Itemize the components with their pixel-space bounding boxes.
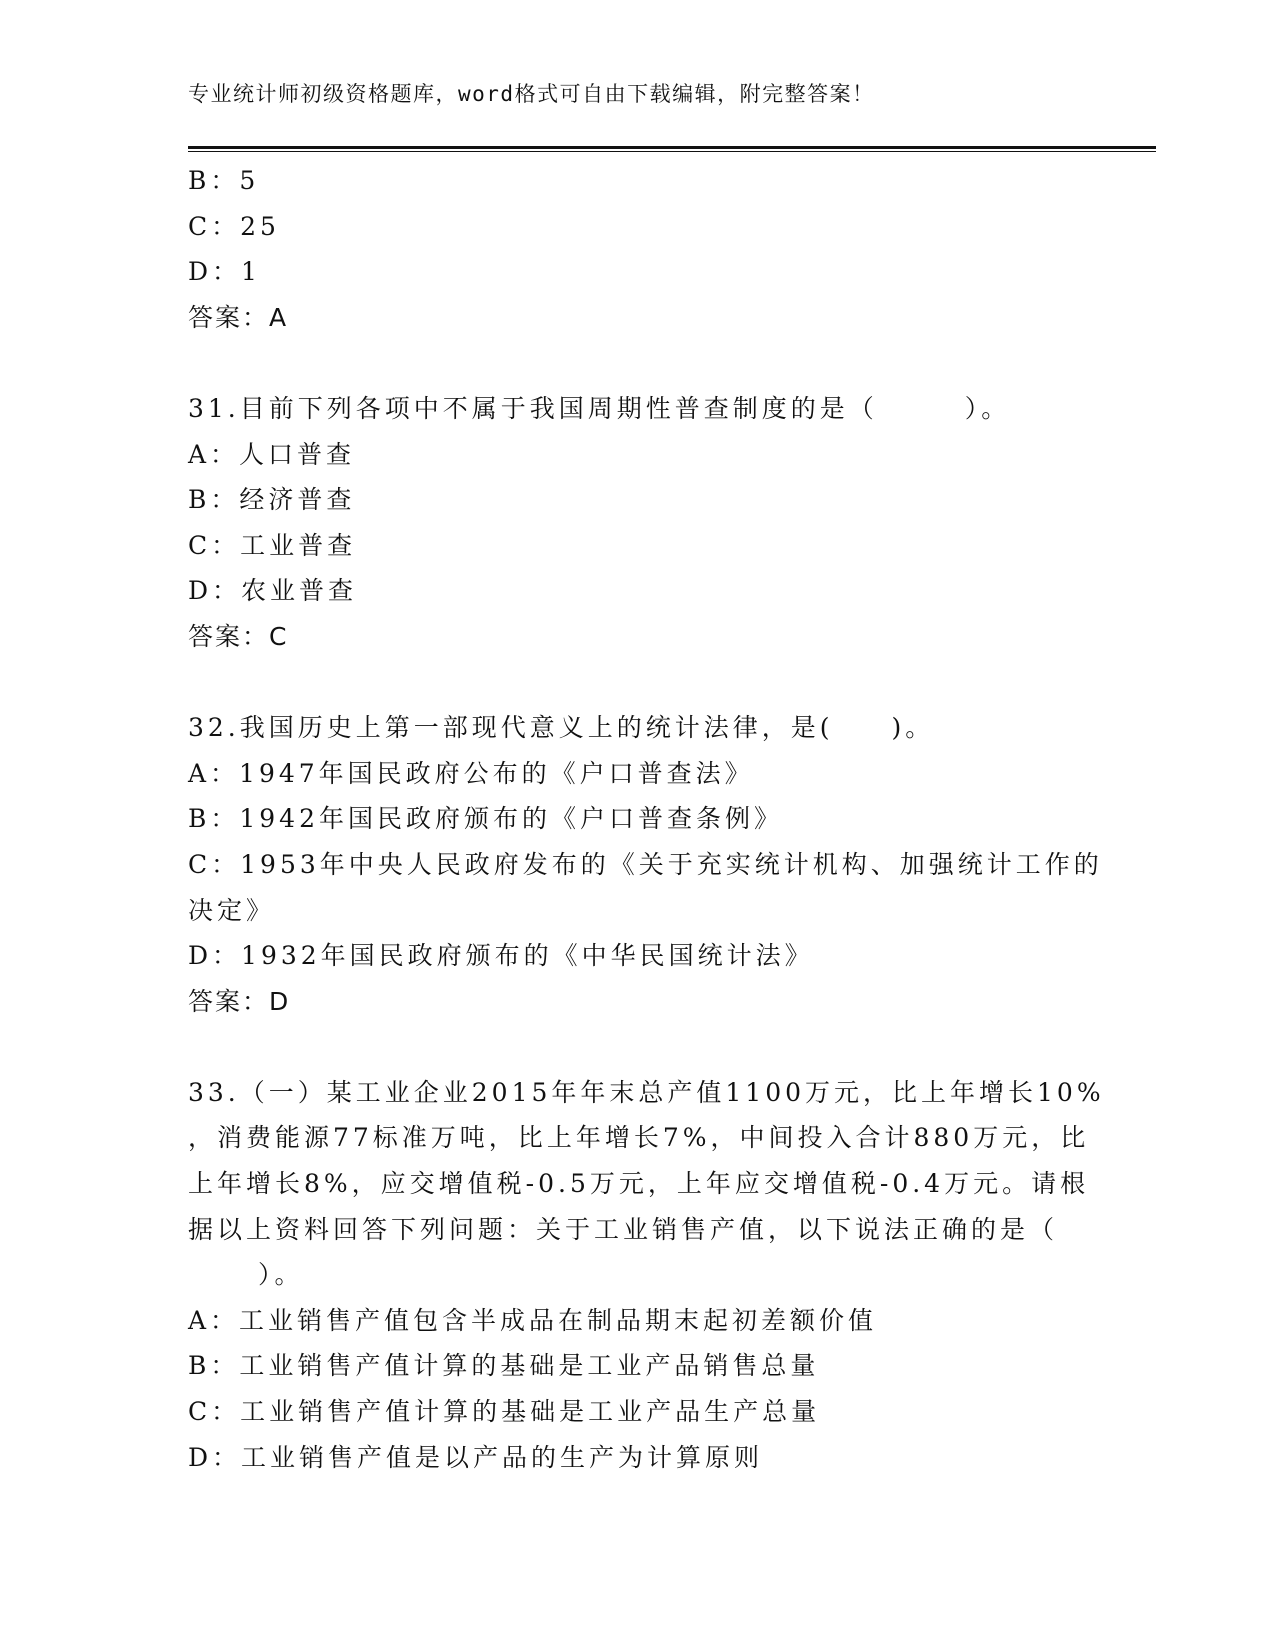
header-rule-thin [188, 151, 1156, 152]
option-b: B：5 [188, 166, 260, 195]
option-a: A：人口普查 [188, 439, 356, 469]
option-b: B：工业销售产值计算的基础是工业产品销售总量 [188, 1351, 820, 1381]
question-stem-31: 31.目前下列各项中不属于我国周期性普查制度的是（ ）。 [188, 393, 1011, 423]
option-b: B：1942年国民政府颁布的《户口普查条例》 [188, 804, 783, 834]
question-stem-33-line5: ）。 [258, 1260, 304, 1290]
question-stem-32: 32.我国历史上第一部现代意义上的统计法律，是( )。 [188, 713, 935, 743]
spacer [188, 660, 1088, 706]
option-a: A：工业销售产值包含半成品在制品期末起初差额价值 [188, 1305, 878, 1335]
option-d: D：1 [188, 257, 261, 287]
page-header: 专业统计师初级资格题库，word格式可自由下载编辑，附完整答案！ [188, 82, 875, 106]
question-content [188, 158, 1105, 1480]
option-b: B：经济普查 [188, 485, 356, 515]
option-c-continued: 决定》 [188, 895, 276, 925]
option-c: C：工业销售产值计算的基础是工业产品生产总量 [188, 1397, 821, 1427]
answer-line: 答案：C [188, 621, 289, 651]
question-stem-33-line2: ，消费能源77标准万吨，比上年增长7%，中间投入合计880万元，比 [188, 1123, 1090, 1153]
answer-line: 答案：D [188, 986, 291, 1016]
option-a: A：1947年国民政府公布的《户口普查法》 [188, 758, 754, 788]
spacer [188, 340, 1088, 386]
option-d: D：1932年国民政府颁布的《中华民国统计法》 [188, 941, 814, 971]
spacer [188, 1024, 1088, 1070]
question-stem-33-line4: 据以上资料回答下列问题：关于工业销售产值，以下说法正确的是（ [188, 1214, 1059, 1244]
answer-line: 答案：A [188, 302, 289, 332]
option-d: D：农业普查 [188, 576, 358, 606]
option-c: C：1953年中央人民政府发布的《关于充实统计机构、加强统计工作的 [188, 849, 1103, 879]
question-stem-33-line3: 上年增长8%，应交增值税-0.5万元，上年应交增值税-0.4万元。请根 [188, 1169, 1090, 1199]
option-c: C：工业普查 [188, 530, 357, 560]
header-rule-thick [188, 146, 1156, 149]
question-stem-33-line1: 33.（一）某工业企业2015年年末总产值1100万元，比上年增长10% [188, 1077, 1105, 1107]
option-c: C：25 [188, 211, 280, 241]
option-d: D：工业销售产值是以产品的生产为计算原则 [188, 1442, 764, 1472]
